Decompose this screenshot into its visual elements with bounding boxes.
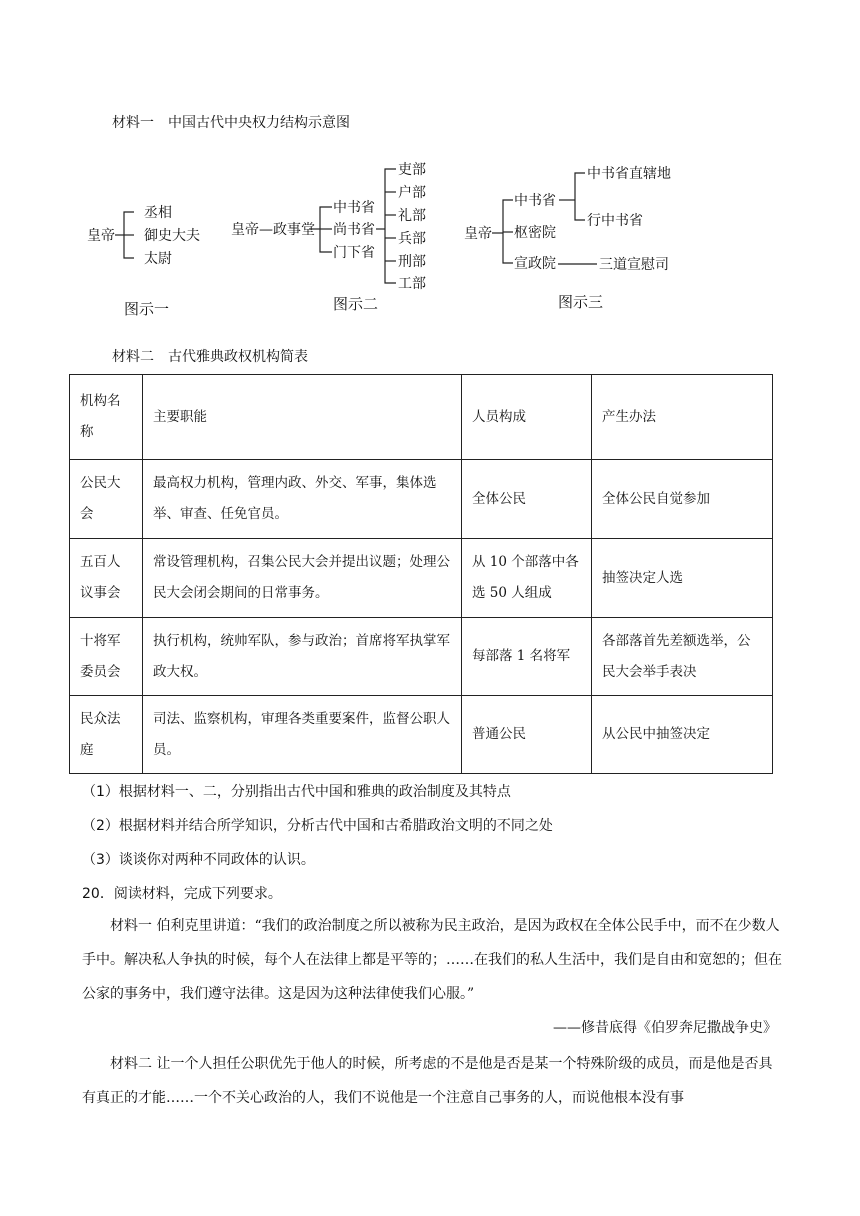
d2-ministry-2: 礼部 [398, 208, 426, 224]
question-1: （1）根据材料一、二，分别指出古代中国和雅典的政治制度及其特点 [82, 784, 511, 800]
table-cell: 常设管理机构，召集公民大会并提出议题；处理公民大会闭会期间的日常事务。 [143, 539, 462, 618]
d2-ministry-3: 兵部 [398, 231, 426, 247]
question-2: （2）根据材料并结合所学知识，分析古代中国和古希腊政治文明的不同之处 [82, 818, 553, 834]
d2-ministry-0: 吏部 [398, 162, 426, 178]
table-cell: 全体公民自觉参加 [592, 460, 773, 539]
d3-xuanzheng-link: 三道宣慰司 [599, 257, 669, 273]
table-header-row [70, 375, 773, 460]
table-cell: 全体公民 [462, 460, 592, 539]
d2-ministry-4: 刑部 [398, 254, 426, 270]
d2-dept-2: 门下省 [333, 245, 375, 261]
q20-material2: 材料二 让一个人担任公职优先于他人的时候，所考虑的不是他是否是某一个特殊阶级的成员，而是他是否具有真正的才能……一个不关心政治的人，我们不说他是一个注意自己事务的人，而说他根本没有事 [82, 1056, 773, 1106]
header-cell: 产生办法 [592, 375, 773, 460]
d3-zhongshu-sub-1: 行中书省 [587, 213, 643, 229]
table-row [70, 618, 773, 696]
q20-material1: 材料一 伯利克里讲道：“我们的政治制度之所以被称为民主政治，是因为政权在全体公民手中，而不在少数人手中。解决私人争执的时候，每个人在法律上都是平等的；……在我们的私人生活中，我们是自由和宽恕的；但在公家的事务中，我们遵守法律。这是因为这种法律使我们心服。” [82, 918, 782, 1002]
power-structure-diagrams [0, 145, 860, 345]
d3-zhongshu-sub-0: 中书省直辖地 [587, 166, 671, 182]
d1-branch-2: 太尉 [144, 251, 172, 267]
d2-caption: 图示二 [333, 295, 379, 313]
q20-title: 20．阅读材料，完成下列要求。 [82, 886, 282, 902]
table-cell: 每部落 1 名将军 [462, 618, 592, 696]
d3-root: 皇帝 [464, 226, 492, 242]
material1-heading: 材料一 中国古代中央权力结构示意图 [112, 115, 350, 131]
table-row [70, 460, 773, 539]
table-cell: 各部落首先差额选举，公民大会举手表决 [592, 618, 773, 696]
q20-source: ——修昔底得《伯罗奔尼撒战争史》 [553, 1020, 777, 1036]
d1-branch-1: 御史大夫 [144, 228, 200, 244]
table-cell: 最高权力机构，管理内政、外交、军事，集体选举、审查、任免官员。 [143, 460, 462, 539]
table-cell: 普通公民 [462, 696, 592, 774]
table-row [70, 696, 773, 774]
question-3: （3）谈谈你对两种不同政体的认识。 [82, 852, 315, 868]
diagram-3 [464, 165, 671, 311]
d2-dept-0: 中书省 [333, 200, 375, 216]
table-cell: 从 10 个部落中各选 50 人组成 [462, 539, 592, 618]
header-cell: 人员构成 [462, 375, 592, 460]
d3-branch-2: 宣政院 [514, 256, 556, 272]
material2-heading: 材料二 古代雅典政权机构简表 [112, 349, 308, 365]
table-cell: 司法、监察机构，审理各类重要案件，监督公职人员。 [143, 696, 462, 774]
table-cell: 五百人议事会 [70, 539, 143, 618]
table-cell: 民众法庭 [70, 696, 143, 774]
header-cell: 机构名称 [70, 375, 143, 460]
table-cell: 执行机构，统帅军队，参与政治；首席将军执掌军政大权。 [143, 618, 462, 696]
athens-institutions-table [69, 374, 773, 774]
diagram-1 [87, 204, 200, 318]
d2-dept-1: 尚书省 [333, 222, 375, 238]
table-row [70, 539, 773, 618]
table-cell: 从公民中抽签决定 [592, 696, 773, 774]
d2-ministry-1: 户部 [398, 185, 426, 201]
header-cell: 主要职能 [143, 375, 462, 460]
d1-root: 皇帝 [87, 228, 115, 244]
d1-branch-0: 丞相 [144, 205, 172, 221]
table-cell: 公民大会 [70, 460, 143, 539]
d3-caption: 图示三 [558, 293, 604, 311]
diagram-2 [231, 161, 426, 313]
d1-caption: 图示一 [124, 300, 170, 318]
table-cell: 十将军委员会 [70, 618, 143, 696]
d3-branch-1: 枢密院 [514, 225, 556, 241]
table-cell: 抽签决定人选 [592, 539, 773, 618]
d2-root: 皇帝—政事堂 [231, 222, 315, 238]
d3-branch-0: 中书省 [514, 193, 556, 209]
d2-ministry-5: 工部 [398, 276, 426, 292]
